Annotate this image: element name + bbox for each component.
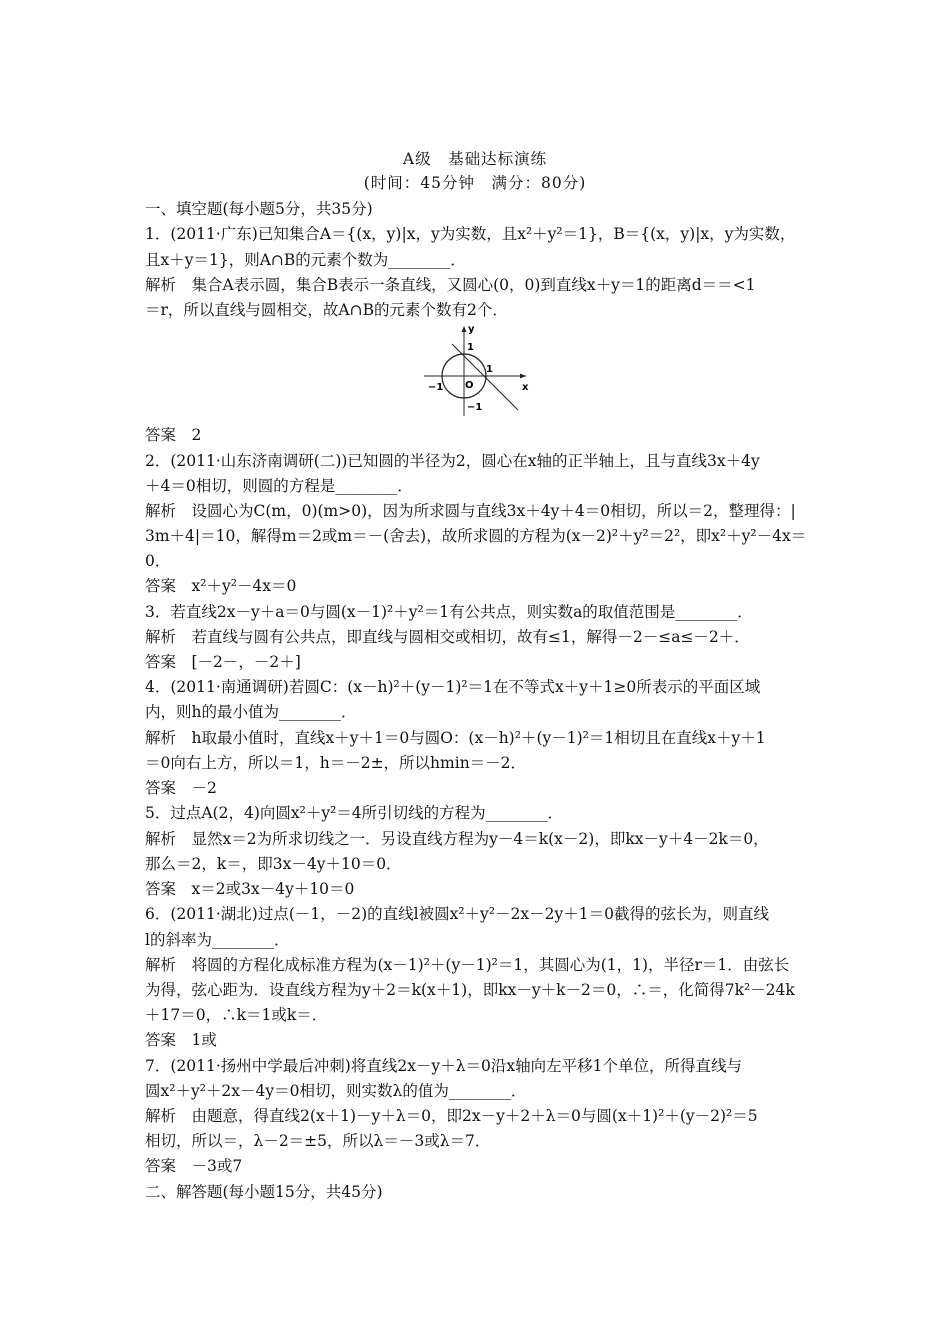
answer-line: 答案 2: [145, 426, 202, 444]
question-line: 6．(2011·湖北)过点(－1，－2)的直线l被圆x²＋y²－2x－2y＋1＝0截得的弦长为，则直线: [145, 905, 769, 923]
solution-line: ＝0向右上方，所以＝1，h＝－2±，所以hmin＝－2．: [145, 754, 527, 772]
x-axis-arrow: [520, 374, 526, 379]
solution-line: 解析 集合A表示圆，集合B表示一条直线，又圆心(0，0)到直线x＋y＝1的距离d＝＝<1: [145, 276, 756, 294]
question-line: 1．(2011·广东)已知集合A＝{(x，y)|x，y为实数，且x²＋y²＝1}，B＝{(x，y)|x，y为实数，: [145, 225, 796, 243]
y-axis-arrow: [462, 326, 467, 332]
question-line: 2．(2011·山东济南调研(二))已知圆的半径为2，圆心在x轴的正半轴上，且与直线3x＋4y: [145, 452, 760, 470]
answer-line: 答案 [－2－，－2＋]: [145, 653, 301, 671]
answer-line: 答案 －2: [145, 779, 217, 797]
solution-line: 解析 h取最小值时，直线x＋y＋1＝0与圆O：(x－h)²＋(y－1)²＝1相切且在直线x＋y＋1: [145, 729, 766, 747]
solution-line: 为得，弦心距为．设直线方程为y＋2＝k(x＋1)，即kx－y＋k－2＝0，∴＝，化简得7k²－24k: [145, 981, 795, 999]
solution-line: ＝r，所以直线与圆相交，故A∩B的元素个数有2个．: [145, 301, 508, 319]
solution-line: ＋17＝0，∴k＝1或k＝．: [145, 1006, 328, 1024]
page-subtitle: (时间：45分钟 满分：80分): [363, 174, 587, 192]
solution-line: 解析 将圆的方程化成标准方程为(x－1)²＋(y－1)²＝1，其圆心为(1，1)，半径r＝1．由弦长: [145, 956, 790, 974]
solution-line: 解析 若直线与圆有公共点，即直线与圆相交或相切，故有≤1，解得－2－≤a≤－2＋．: [145, 628, 750, 646]
answer-line: 答案 －3或7: [145, 1157, 243, 1175]
y-axis-label: y: [468, 324, 475, 335]
answer-line: 答案 x²＋y²－4x＝0: [145, 577, 297, 595]
section-heading: 一、填空题(每小题5分，共35分): [145, 200, 373, 218]
solution-line: 相切，所以＝，λ－2＝±5，所以λ＝－3或λ＝7．: [145, 1132, 491, 1150]
tick-y-neg: −1: [467, 402, 483, 413]
question-line: ＋4＝0相切，则圆的方程是________．: [145, 477, 413, 495]
question-line: 3．若直线2x－y＋a＝0与圆(x－1)²＋y²＝1有公共点，则实数a的取值范围是________．: [145, 603, 753, 621]
question-line: l的斜率为________．: [145, 931, 290, 949]
solution-line: 那么＝2，k＝，即3x－4y＋10＝0．: [145, 855, 402, 873]
solution-line: 0．: [145, 552, 171, 570]
question-line: 4．(2011·南通调研)若圆C：(x－h)²＋(y－1)²＝1在不等式x＋y＋1≥0所表示的平面区域: [145, 678, 761, 696]
tick-y-pos: 1: [467, 342, 474, 353]
question-line: 5．过点A(2，4)向圆x²＋y²＝4所引切线的方程为________．: [145, 804, 564, 822]
solution-line: 解析 由题意，得直线2(x＋1)－y＋λ＝0，即2x－y＋2＋λ＝0与圆(x＋1)²＋(y－2)²＝5: [145, 1107, 758, 1125]
question-line: 圆x²＋y²＋2x－4y＝0相切，则实数λ的值为________．: [145, 1082, 527, 1100]
answer-line: 答案 1或: [145, 1031, 217, 1049]
origin-label: O: [465, 380, 474, 391]
line-x-plus-y-eq-1: [452, 344, 518, 410]
solution-line: 3m＋4|＝10，解得m＝2或m＝－(舍去)，故所求圆的方程为(x－2)²＋y²＝2²，即x²＋y²－4x＝: [145, 527, 807, 545]
question-line: 内，则h的最小值为________．: [145, 703, 357, 721]
circle-line-figure: [418, 322, 534, 418]
question-line: 且x＋y＝1}，则A∩B的元素个数为________．: [145, 251, 466, 269]
question-line: 7．(2011·扬州中学最后冲刺)将直线2x－y＋λ＝0沿x轴向左平移1个单位，所得直线与: [145, 1057, 742, 1075]
answer-line: 答案 x＝2或3x－4y＋10＝0: [145, 880, 355, 898]
x-axis-label: x: [522, 382, 529, 393]
solution-line: 解析 显然x＝2为所求切线之一．另设直线方程为y－4＝k(x－2)，即kx－y＋4－2k＝0，: [145, 830, 769, 848]
tick-x-neg: −1: [428, 382, 444, 393]
solution-line: 解析 设圆心为C(m，0)(m>0)，因为所求圆与直线3x＋4y＋4＝0相切，所以＝2，整理得：|: [145, 502, 796, 520]
tick-x-pos: 1: [486, 364, 493, 375]
section-heading: 二、解答题(每小题15分，共45分): [145, 1183, 383, 1201]
page-title: A级 基础达标演练: [402, 150, 548, 168]
